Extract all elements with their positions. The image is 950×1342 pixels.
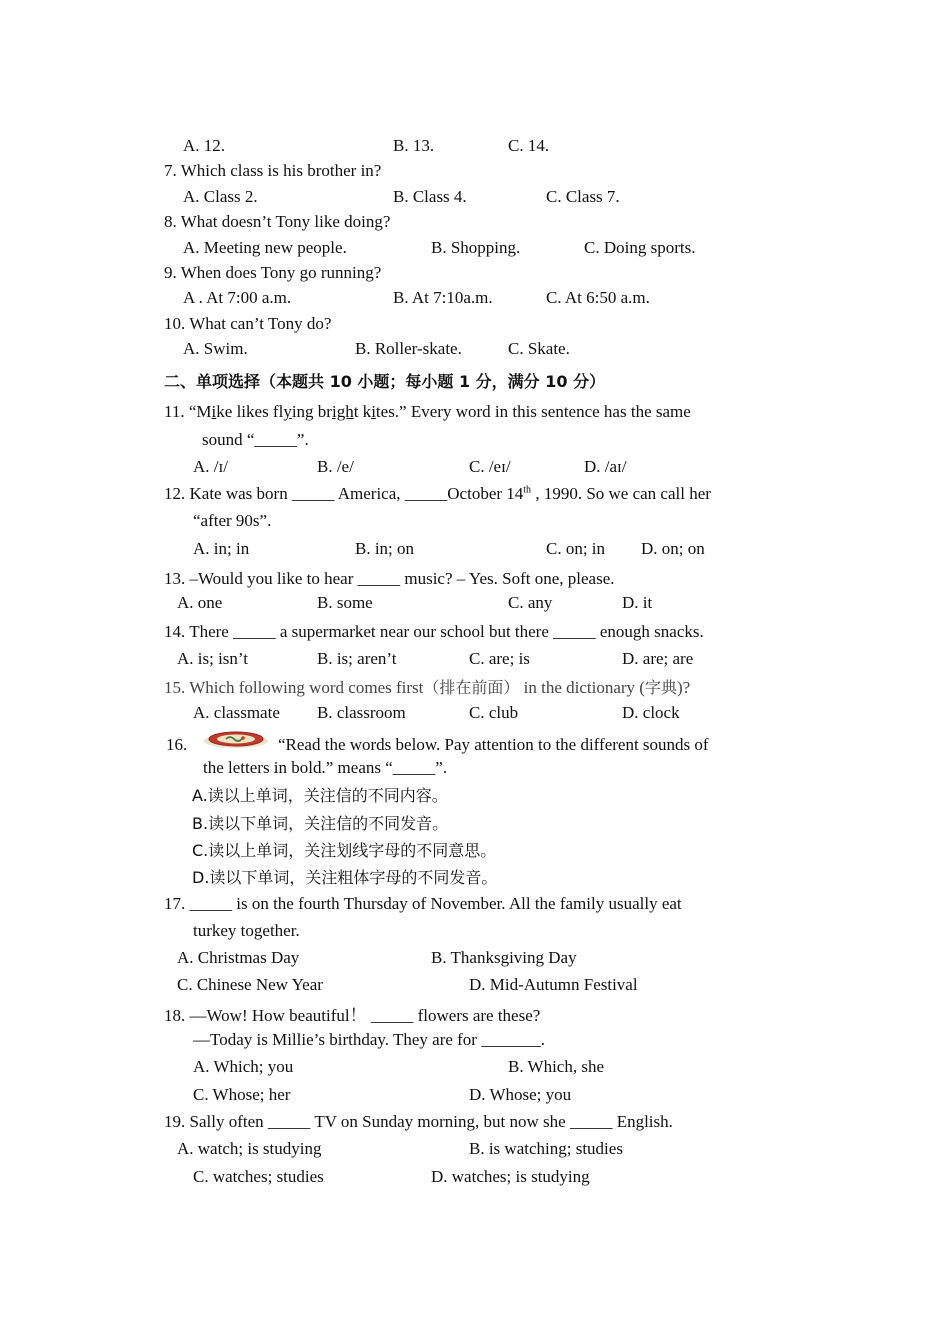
q11-number: 11. bbox=[164, 402, 185, 421]
q6-option-b: B. 13. bbox=[393, 136, 435, 155]
q15-option-c: C. club bbox=[469, 703, 519, 722]
q13-option-a: A. one bbox=[177, 593, 223, 612]
q17-option-a: A. Christmas Day bbox=[177, 948, 300, 967]
q10-option-c: C. Skate. bbox=[508, 339, 570, 358]
q11-option-d: D. /aɪ/ bbox=[584, 457, 627, 476]
q10-stem: 10. What can’t Tony do? bbox=[164, 314, 332, 333]
q8-stem: 8. What doesn’t Tony like doing? bbox=[164, 212, 391, 231]
q15-option-a: A. classmate bbox=[193, 703, 280, 722]
q17-line2: turkey together. bbox=[193, 921, 300, 940]
q14-option-d: D. are; are bbox=[622, 649, 694, 668]
q19-option-d: D. watches; is studying bbox=[431, 1167, 590, 1186]
q9-stem: 9. When does Tony go running? bbox=[164, 263, 382, 282]
q19-option-b: B. is watching; studies bbox=[469, 1139, 623, 1158]
q9-option-b: B. At 7:10a.m. bbox=[393, 288, 493, 307]
q19-option-a: A. watch; is studying bbox=[177, 1139, 322, 1158]
q14-option-c: C. are; is bbox=[469, 649, 530, 668]
q17-option-b: B. Thanksgiving Day bbox=[431, 948, 577, 967]
q11-line2: sound “_____”. bbox=[202, 430, 309, 449]
q13-option-b: B. some bbox=[317, 593, 373, 612]
q12-superscript: th bbox=[523, 484, 532, 496]
q15-stem: 15. Which following word comes first（排在前面） in the dictionary (字典)? bbox=[164, 678, 691, 697]
q15-option-d: D. clock bbox=[622, 703, 680, 722]
q18-option-a: A. Which; you bbox=[193, 1057, 294, 1076]
q8-option-a: A. Meeting new people. bbox=[183, 238, 347, 257]
q16-line2: the letters in bold.” means “_____”. bbox=[203, 758, 448, 777]
q18-option-b: B. Which, she bbox=[508, 1057, 605, 1076]
q17-option-d: D. Mid-Autumn Festival bbox=[469, 975, 638, 994]
q6-option-c: C. 14. bbox=[508, 136, 550, 155]
q11-option-a: A. /ɪ/ bbox=[193, 457, 228, 476]
q13-stem: 13. –Would you like to hear _____ music? – Yes. Soft one, please. bbox=[164, 569, 615, 588]
q16-option-b: B.读以下单词，关注信的不同发音。 bbox=[192, 814, 449, 833]
q10-option-a: A. Swim. bbox=[183, 339, 248, 358]
q13-option-c: C. any bbox=[508, 593, 553, 612]
q8-option-c: C. Doing sports. bbox=[584, 238, 696, 257]
q6-option-a: A. 12. bbox=[183, 136, 226, 155]
q11-underline-kites: i bbox=[371, 402, 376, 421]
q19-option-c: C. watches; studies bbox=[193, 1167, 324, 1186]
q11-option-c: C. /eɪ/ bbox=[469, 457, 511, 476]
q16-line1: “Read the words below. Pay attention to the different sounds of bbox=[278, 735, 709, 754]
q12-line1: 12. Kate was born _____ America, _____October 14th , 1990. So we can call her bbox=[164, 484, 711, 503]
q19-stem: 19. Sally often _____ TV on Sunday morning, but now she _____ English. bbox=[164, 1112, 673, 1131]
q18-option-c: C. Whose; her bbox=[193, 1085, 291, 1104]
q15-option-b: B. classroom bbox=[317, 703, 406, 722]
q9-option-a: A . At 7:00 a.m. bbox=[183, 288, 292, 307]
q8-option-b: B. Shopping. bbox=[431, 238, 521, 257]
q7-option-a: A. Class 2. bbox=[183, 187, 258, 206]
q18-option-d: D. Whose; you bbox=[469, 1085, 572, 1104]
q11-option-b: B. /e/ bbox=[317, 457, 354, 476]
q11-text: “Mike likes flying bright kites.” Every word in this sentence has the same bbox=[188, 402, 691, 421]
section-heading: 二、单项选择（本题共 10 小题；每小题 1 分，满分 10 分） bbox=[164, 372, 606, 391]
q12-option-d: D. on; on bbox=[641, 539, 705, 558]
q12-option-c: C. on; in bbox=[546, 539, 606, 558]
q16-option-a: A.读以上单词，关注信的不同内容。 bbox=[192, 786, 448, 805]
q14-stem: 14. There _____ a supermarket near our school but there _____ enough snacks. bbox=[164, 622, 704, 641]
q13-option-d: D. it bbox=[622, 593, 653, 612]
q17-line1: 17. _____ is on the fourth Thursday of November. All the family usually eat bbox=[164, 894, 682, 913]
q10-option-b: B. Roller-skate. bbox=[355, 339, 462, 358]
q7-option-b: B. Class 4. bbox=[393, 187, 467, 206]
stamp-image bbox=[203, 731, 269, 749]
q11-line1 bbox=[164, 402, 691, 422]
q14-option-a: A. is; isn’t bbox=[177, 649, 249, 668]
q12-line2: “after 90s”. bbox=[193, 511, 272, 530]
q12-option-a: A. in; in bbox=[193, 539, 250, 558]
q16-option-c: C.读以上单词，关注划线字母的不同意思。 bbox=[192, 841, 497, 860]
q18-line2: —Today is Millie’s birthday. They are for _______. bbox=[193, 1030, 545, 1049]
q11-underline-bright: igh bbox=[331, 402, 354, 421]
q17-option-c: C. Chinese New Year bbox=[177, 975, 323, 994]
q11-underline-flying: y bbox=[283, 402, 292, 421]
q7-option-c: C. Class 7. bbox=[546, 187, 620, 206]
q14-option-b: B. is; aren’t bbox=[317, 649, 397, 668]
q18-line1: 18. —Wow! How beautiful！ _____ flowers are these? bbox=[164, 1006, 541, 1025]
q12-option-b: B. in; on bbox=[355, 539, 415, 558]
q11-underline-mike: i bbox=[211, 402, 217, 421]
q9-option-c: C. At 6:50 a.m. bbox=[546, 288, 650, 307]
q16-number: 16. bbox=[166, 735, 188, 754]
q7-stem: 7. Which class is his brother in? bbox=[164, 161, 382, 180]
q16-option-d: D.读以下单词，关注粗体字母的不同发音。 bbox=[192, 868, 498, 887]
